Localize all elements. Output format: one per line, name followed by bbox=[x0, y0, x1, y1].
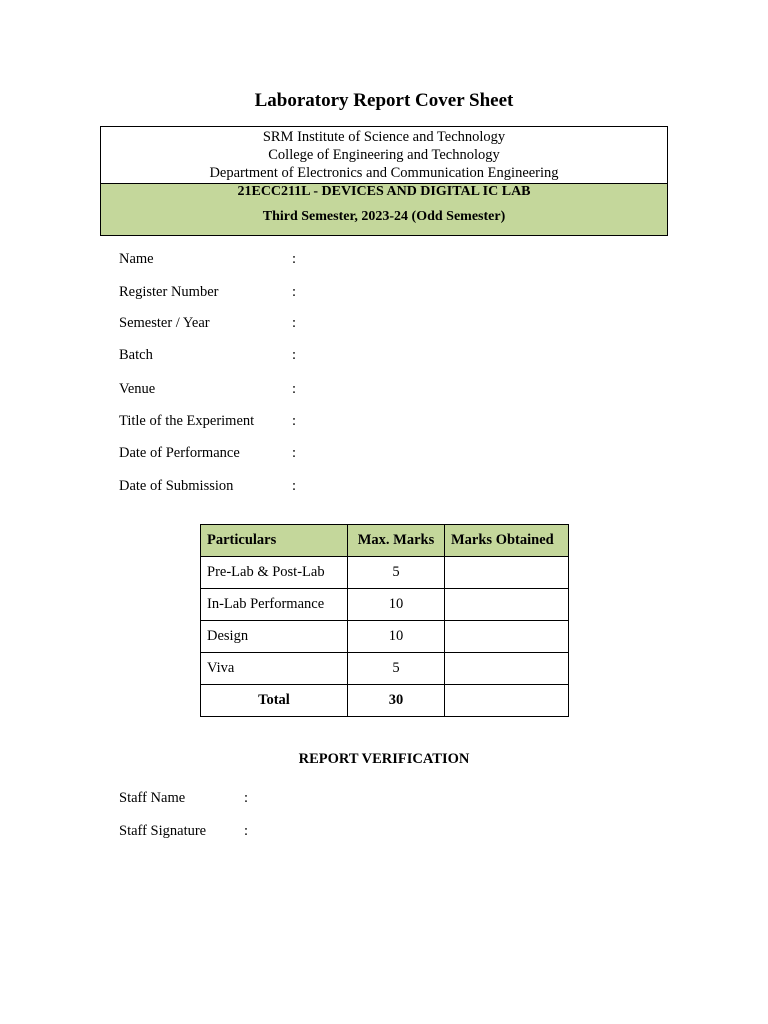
total-max-marks: 30 bbox=[348, 685, 445, 717]
header-particulars: Particulars bbox=[201, 525, 348, 557]
field-label: Register Number bbox=[119, 284, 219, 300]
field-colon: : bbox=[292, 381, 297, 397]
header-marks-obtained: Marks Obtained bbox=[445, 525, 569, 557]
department-name: Department of Electronics and Communication Engineering bbox=[209, 165, 559, 181]
table-row bbox=[201, 589, 569, 621]
row-marks-obtained bbox=[445, 557, 569, 589]
row-max-marks: 5 bbox=[348, 653, 445, 685]
field-colon: : bbox=[292, 315, 297, 331]
field-colon: : bbox=[244, 790, 249, 806]
row-marks-obtained bbox=[445, 653, 569, 685]
total-marks-obtained bbox=[445, 685, 569, 717]
marks-table-header bbox=[201, 525, 569, 557]
field-label: Semester / Year bbox=[119, 315, 210, 331]
college-name: College of Engineering and Technology bbox=[268, 147, 500, 163]
field-colon: : bbox=[292, 445, 297, 461]
field-label: Name bbox=[119, 251, 154, 267]
table-row bbox=[201, 621, 569, 653]
row-particular: Viva bbox=[201, 653, 348, 685]
course-block bbox=[101, 184, 667, 235]
field-label: Venue bbox=[119, 381, 156, 397]
course-title: 21ECC211L - DEVICES AND DIGITAL IC LAB bbox=[237, 184, 531, 199]
total-label: Total bbox=[201, 685, 348, 717]
field-colon: : bbox=[292, 251, 297, 267]
row-particular: In-Lab Performance bbox=[201, 589, 348, 621]
field-label: Staff Signature bbox=[119, 823, 207, 839]
row-particular: Design bbox=[201, 621, 348, 653]
row-marks-obtained bbox=[445, 621, 569, 653]
field-colon: : bbox=[292, 284, 297, 300]
page-title: Laboratory Report Cover Sheet bbox=[254, 90, 514, 111]
header-box bbox=[100, 126, 668, 236]
row-marks-obtained bbox=[445, 589, 569, 621]
header-max-marks: Max. Marks bbox=[348, 525, 445, 557]
field-label: Date of Performance bbox=[119, 445, 240, 461]
row-max-marks: 10 bbox=[348, 589, 445, 621]
total-row bbox=[201, 685, 569, 717]
row-particular: Pre-Lab & Post-Lab bbox=[201, 557, 348, 589]
field-colon: : bbox=[244, 823, 249, 839]
table-row bbox=[201, 653, 569, 685]
row-max-marks: 5 bbox=[348, 557, 445, 589]
field-label: Date of Submission bbox=[119, 478, 234, 494]
table-row bbox=[201, 557, 569, 589]
field-label: Batch bbox=[119, 347, 153, 363]
marks-table bbox=[200, 524, 569, 717]
field-label: Staff Name bbox=[119, 790, 186, 806]
row-max-marks: 10 bbox=[348, 621, 445, 653]
institute-name: SRM Institute of Science and Technology bbox=[262, 129, 506, 145]
verification-title: REPORT VERIFICATION bbox=[298, 751, 470, 767]
field-colon: : bbox=[292, 478, 297, 494]
field-label: Title of the Experiment bbox=[119, 413, 255, 429]
field-colon: : bbox=[292, 347, 297, 363]
institution-block bbox=[101, 127, 667, 184]
field-colon: : bbox=[292, 413, 297, 429]
semester-line: Third Semester, 2023-24 (Odd Semester) bbox=[262, 209, 506, 224]
